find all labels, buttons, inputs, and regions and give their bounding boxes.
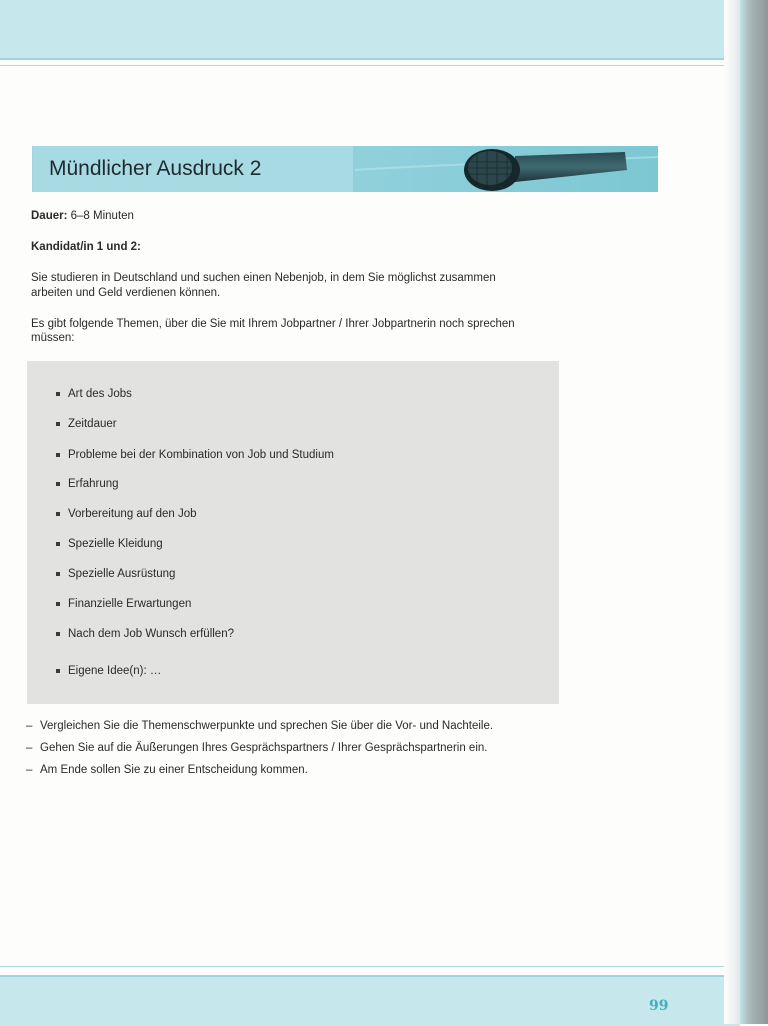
duration-value: 6–8 Minuten (70, 210, 134, 222)
intro-line-1: Sie studieren in Deutschland und suchen einen Nebenjob, in dem Sie möglichst zusammen (31, 272, 496, 284)
instruction-item: – Gehen Sie auf die Äußerungen Ihres Gesprächspartners / Ihrer Gesprächspartnerin ein. (26, 742, 488, 754)
bullet-icon (56, 632, 60, 636)
bullet-icon (56, 453, 60, 457)
page-edge (724, 0, 740, 1024)
topic-item: Vorbereitung auf den Job (56, 508, 197, 520)
top-divider (0, 65, 740, 66)
page-title-text: Mündlicher Ausdruck 2 (49, 157, 262, 180)
topic-item: Nach dem Job Wunsch erfüllen? (56, 628, 234, 640)
top-band (0, 0, 740, 60)
bullet-icon (56, 572, 60, 576)
bullet-icon (56, 669, 60, 673)
topic-item: Spezielle Kleidung (56, 538, 163, 550)
topics-box (27, 361, 559, 704)
instruction-item: – Am Ende sollen Sie zu einer Entscheidung kommen. (26, 764, 308, 776)
dash-icon: – (26, 742, 33, 754)
topic-item: Zeitdauer (56, 418, 117, 430)
bottom-band (0, 975, 740, 1026)
bullet-icon (56, 392, 60, 396)
duration-label: Dauer: (31, 210, 68, 222)
page-title (33, 146, 353, 192)
bottom-divider (0, 966, 740, 967)
instruction-item: – Vergleichen Sie die Themenschwerpunkte und sprechen Sie über die Vor- und Nachteile. (26, 720, 494, 732)
dash-icon: – (26, 764, 33, 776)
topic-item: Finanzielle Erwartungen (56, 598, 191, 610)
topic-item: Erfahrung (56, 478, 119, 490)
bullet-icon (56, 542, 60, 546)
bullet-icon (56, 512, 60, 516)
topic-item: Spezielle Ausrüstung (56, 568, 175, 580)
topic-item: Probleme bei der Kombination von Job und Studium (56, 449, 334, 461)
bullet-icon (56, 482, 60, 486)
microphone-icon (355, 146, 658, 192)
book-binding (740, 0, 768, 1024)
duration-line (31, 209, 134, 224)
intro-line-2: arbeiten und Geld verdienen können. (31, 287, 221, 299)
dash-icon: – (26, 720, 33, 732)
candidates-heading: Kandidat/in 1 und 2: (31, 241, 141, 253)
topic-item: Eigene Idee(n): … (56, 665, 161, 677)
topics-intro-line-2: müssen: (31, 332, 75, 344)
page-number: 99 (649, 998, 669, 1014)
bullet-icon (56, 602, 60, 606)
topic-item: Art des Jobs (56, 388, 132, 400)
topics-intro-line-1: Es gibt folgende Themen, über die Sie mit Ihrem Jobpartner / Ihrer Jobpartnerin noch sprechen (31, 318, 515, 330)
bullet-icon (56, 422, 60, 426)
